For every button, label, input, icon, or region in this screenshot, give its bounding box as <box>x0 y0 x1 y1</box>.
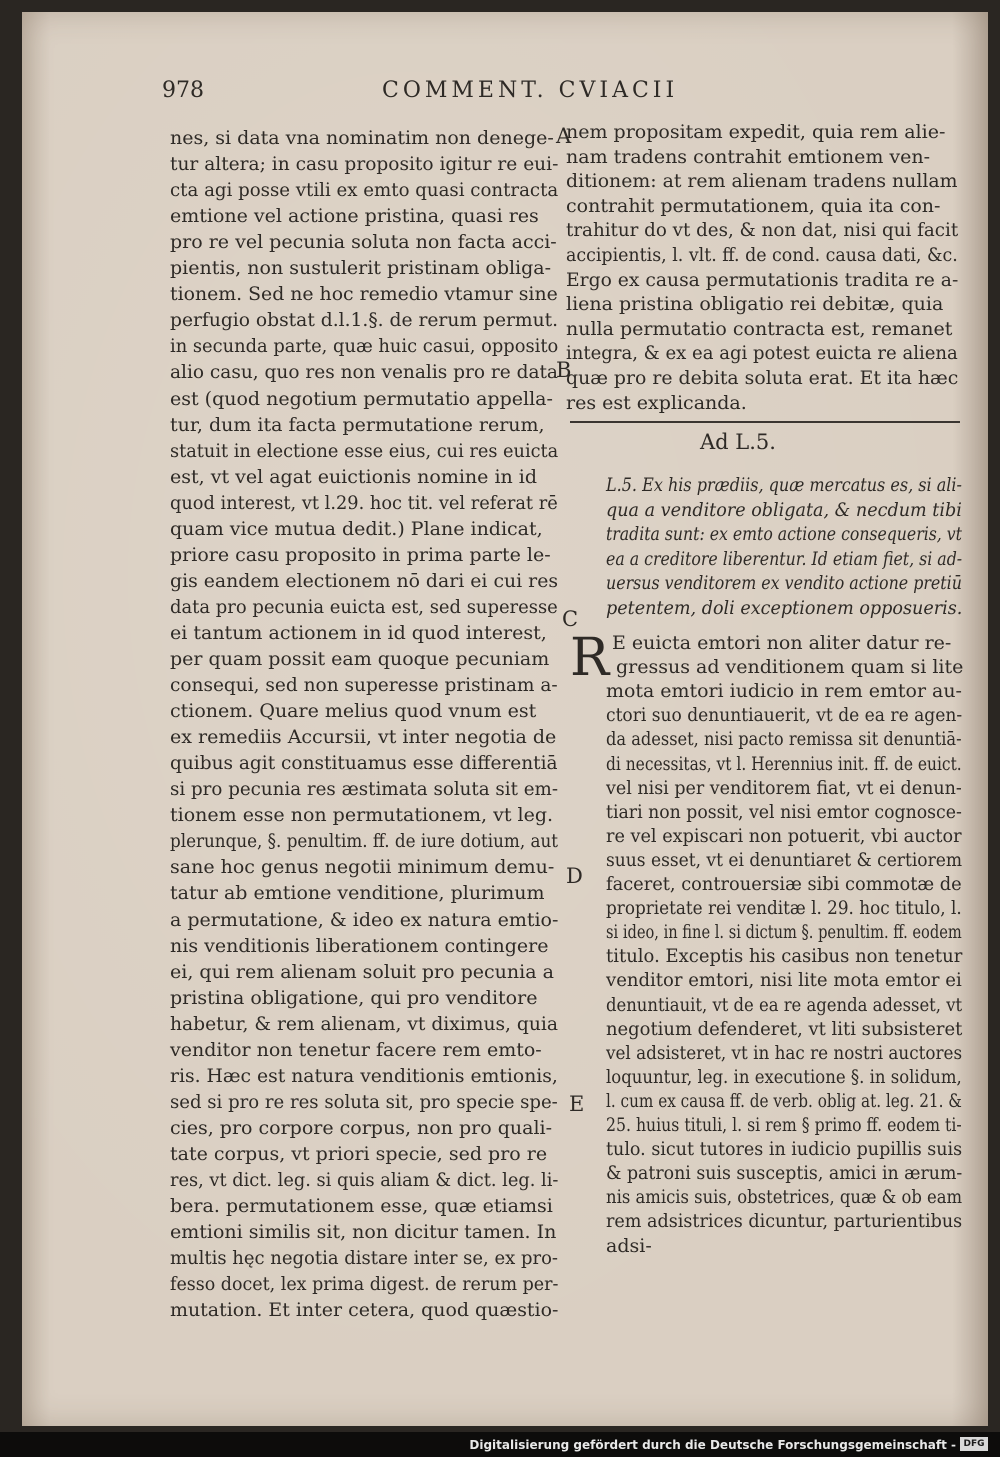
text-line: ris. Hæc est natura venditionis emtionis, <box>170 1064 558 1087</box>
text-line: tur altera; in casu proposito igitur re eui- <box>170 153 559 176</box>
text-line: Ergo ex causa permutationis tradita re a- <box>566 268 959 291</box>
section-heading: Ad L.5. <box>700 430 776 454</box>
text-line: l. cum ex causa ff. de verb. oblig at. leg. 21. & <box>606 1089 962 1112</box>
text-line: gis eandem electionem nō dari ei cui res <box>170 569 559 592</box>
text-line: suus esset, vt ei denuntiaret & certiorem <box>606 848 963 871</box>
text-line: denuntiauit, vt de ea re agenda adesset, vt <box>606 993 963 1016</box>
text-line: venditor emtori, nisi lite mota emtor ei <box>606 969 962 992</box>
dropcap: R <box>570 628 610 688</box>
text-line: titulo. Exceptis his casibus non tenetur <box>606 945 963 968</box>
text-line: uersus venditorem ex vendito actione pretiū <box>606 572 962 595</box>
text-line: perfugio obstat d.l.1.§. de rerum permut. <box>170 309 559 332</box>
text-line: vel adsisteret, vt in hac re nostri auctores <box>606 1041 963 1064</box>
text-line: gressus ad venditionem quam si lite <box>616 656 964 679</box>
text-line: proprietate rei venditæ l. 29. hoc titulo, l. <box>606 897 962 920</box>
text-line: res est explicanda. <box>566 391 747 414</box>
text-line: accipientis, l. vlt. ff. de cond. causa dati, &c. <box>566 244 958 266</box>
text-line: mutation. Et inter cetera, quod quæstio- <box>170 1299 559 1322</box>
text-line: si pro pecunia res æstimata soluta sit em- <box>170 778 559 801</box>
text-line: cta agi posse vtili ex emto quasi contracta <box>170 179 559 202</box>
text-line: loquuntur, leg. in executione §. in solidum, <box>606 1065 962 1088</box>
text-line: priore casu proposito in prima parte le- <box>170 543 551 566</box>
text-line: ditionem: at rem alienam tradens nullam <box>566 170 958 193</box>
text-line: quibus agit constituamus esse differentiā <box>170 752 558 775</box>
text-line: trahitur do vt des, & non dat, nisi qui facit <box>566 219 959 242</box>
text-line: per quam possit eam quoque pecuniam <box>170 648 550 670</box>
text-line: habetur, & rem alienam, vt diximus, quia <box>170 1012 558 1035</box>
text-line: bera. permutationem esse, quæ etiamsi <box>170 1195 553 1218</box>
text-line: venditor non tenetur facere rem emto- <box>170 1038 542 1061</box>
text-line: ctionem. Quare melius quod vnum est <box>170 700 537 723</box>
text-line: petentem, doli exceptionem opposueris. <box>606 597 963 619</box>
text-line: cies, pro corpore corpus, non pro quali- <box>170 1116 553 1139</box>
text-line: tate corpus, vt priori specie, sed pro re <box>170 1142 548 1165</box>
text-line: est, vt vel agat euictionis nomine in id <box>170 465 538 488</box>
text-line: liena pristina obligatio rei debitæ, quia <box>566 293 944 316</box>
text-line: tionem. Sed ne hoc remedio vtamur sine <box>170 283 558 306</box>
text-line: ei, qui rem alienam soluit pro pecunia a <box>170 960 554 983</box>
text-line: consequi, sed non superesse pristinam a- <box>170 674 558 697</box>
text-line: nam tradens contrahit emtionem ven- <box>566 145 931 168</box>
text-line: tur, dum ita facta permutatione rerum, <box>170 413 545 436</box>
text-line: quæ pro re debita soluta erat. Et ita hæc <box>566 367 959 389</box>
text-line: tionem esse non permutationem, vt leg. <box>170 804 554 827</box>
footer-text: Digitalisierung gefördert durch die Deutsche Forschungsgemeinschaft - <box>469 1438 956 1452</box>
text-line: nis amicis suis, obstetrices, quæ & ob eam <box>606 1186 963 1209</box>
text-line: ctori suo denuntiauerit, vt de ea re agen- <box>606 704 963 727</box>
text-line: tulo. sicut tutores in iudicio pupillis suis <box>606 1138 963 1161</box>
text-line: integra, & ex ea agi potest euicta re aliena <box>566 342 958 365</box>
margin-marker-c: C <box>562 607 579 631</box>
text-line: pristina obligatione, qui pro venditore <box>170 986 538 1009</box>
section-divider <box>570 421 960 423</box>
text-line: statuit in electione esse eius, cui res euicta <box>170 439 559 462</box>
text-line: nes, si data vna nominatim non denege- <box>170 127 554 149</box>
text-line: pro re vel pecunia soluta non facta acci- <box>170 231 557 254</box>
text-line: quod interest, vt l.29. hoc tit. vel referat rē <box>170 491 558 514</box>
text-line: multis hęc negotia distare inter se, ex pro- <box>170 1247 558 1270</box>
margin-marker-b: B <box>556 358 572 382</box>
text-line: nis venditionis liberationem contingere <box>170 934 549 957</box>
text-line: quam vice mutua dedit.) Plane indicat, <box>170 517 543 540</box>
text-line: a permutatione, & ideo ex natura emtio- <box>170 908 559 931</box>
text-line: emtioni similis sit, non dicitur tamen. In <box>170 1221 557 1244</box>
text-line: si ideo, in fine l. si dictum §. penultim. ff. eodem <box>606 921 962 944</box>
margin-marker-a: A <box>556 124 572 148</box>
text-line: contrahit permutationem, quia ita con- <box>566 194 941 217</box>
text-line: ex remediis Accursii, vt inter negotia de <box>170 726 557 749</box>
text-line: tradita sunt: ex emto actione consequeris, vt <box>606 523 962 546</box>
text-line: pientis, non sustulerit pristinam obliga- <box>170 257 552 280</box>
margin-marker-e: E <box>569 1092 585 1116</box>
text-line: 25. huius tituli, l. si rem § primo ff. eodem ti- <box>606 1114 962 1136</box>
text-line: plerunque, §. penultim. ff. de iure dotium, aut <box>170 830 558 853</box>
margin-marker-d: D <box>566 864 583 888</box>
text-line: fesso docet, lex prima digest. de rerum per- <box>170 1273 559 1296</box>
text-line: vel nisi per venditorem fiat, vt ei denun- <box>606 776 962 799</box>
text-line: ea a creditore liberentur. Id etiam fiet, si ad- <box>606 547 963 570</box>
text-line: sed si pro re res soluta sit, pro specie spe- <box>170 1090 558 1113</box>
text-line: da adesset, nisi pacto remissa sit denuntiā- <box>606 728 962 751</box>
text-line: tiari non possit, vel nisi emtor cognosce- <box>606 800 962 823</box>
text-line: re vel expiscari non potuerit, vbi auctor <box>606 824 962 847</box>
text-line: L.5. Ex his prædiis, quæ mercatus es, si ali- <box>606 474 962 496</box>
text-line: negotium defenderet, vt liti subsisteret <box>606 1017 963 1040</box>
dfg-logo: DFG <box>960 1437 988 1451</box>
page-number: 978 <box>162 78 204 103</box>
text-line: nem propositam expedit, quia rem alie- <box>566 121 946 143</box>
text-line: & patroni suis susceptis, amici in ærum- <box>606 1162 963 1185</box>
text-line: alio casu, quo res non venalis pro re data <box>170 361 558 384</box>
text-line: faceret, controuersiæ sibi commotæ de <box>606 873 962 895</box>
text-line: res, vt dict. leg. si quis aliam & dict. leg. li- <box>170 1169 559 1191</box>
text-line: ei tantum actionem in id quod interest, <box>170 621 547 644</box>
text-line: mota emtori iudicio in rem emtor au- <box>606 680 962 703</box>
text-line: rem adsistrices dicuntur, parturientibus <box>606 1210 963 1233</box>
text-line: di necessitas, vt l. Herennius init. ff. de euict. <box>606 752 962 775</box>
text-line: tatur ab emtione venditione, plurimum <box>170 882 545 905</box>
text-line: emtione vel actione pristina, quasi res <box>170 205 539 228</box>
text-line: data pro pecunia euicta est, sed superesse <box>170 595 558 618</box>
text-line: sane hoc genus negotii minimum demu- <box>170 856 555 879</box>
text-line: nulla permutatio contracta est, remanet <box>566 317 953 340</box>
text-line: adsi- <box>606 1234 652 1257</box>
text-line: E euicta emtori non aliter datur re- <box>612 632 952 654</box>
text-line: est (quod negotium permutatio appella- <box>170 387 553 410</box>
text-line: in secunda parte, quæ huic casui, opposito <box>170 335 559 358</box>
text-line: qua a venditore obligata, & necdum tibi <box>606 498 962 521</box>
running-title: COMMENT. CVIACII <box>382 78 679 103</box>
